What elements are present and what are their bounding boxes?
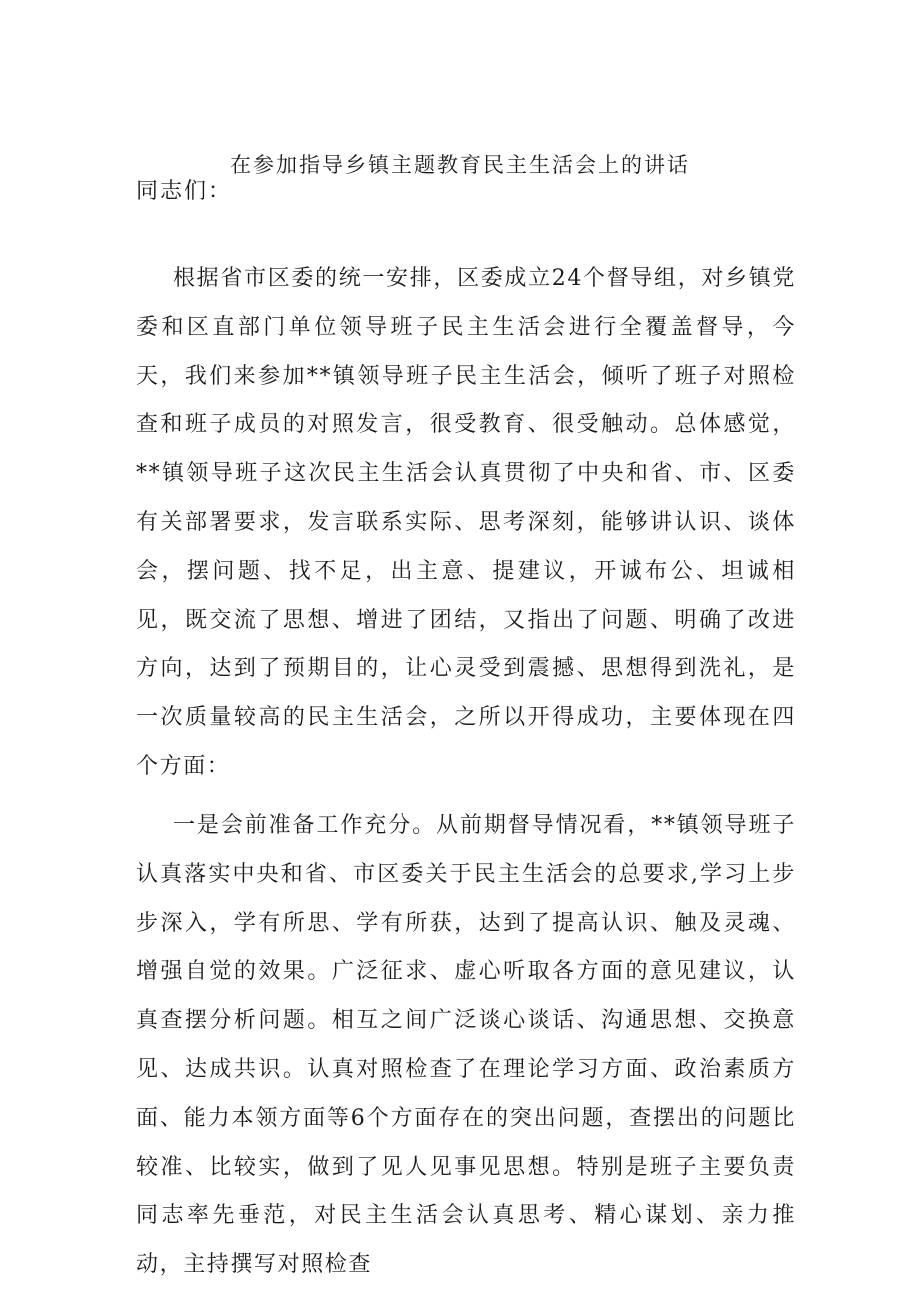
body-paragraph-2: 一是会前准备工作充分。从前期督导情况看，**镇领导班子认真落实中央和省、市区委关于民主生活会的总要求,学习上步步深入，学有所思、学有所获，达到了提高认识、触及灵魂、增强自觉的效果。广泛征求、虚心听取各方面的意见建议，认真查摆分析问题。相互之间广泛谈心谈话、沟通思想、交换意见、达成共识。认真对照检查了在理论学习方面、政治素质方面、能力本领方面等6个方面存在的突出问题，查摆出的问题比较准、比较实，做到了见人见事见思想。特别是班子主要负责同志率先垂范，对民主生活会认真思考、精心谋划、亲力推动，主持撰写对照检查 [136,813,796,1278]
body-paragraph-1: 根据省市区委的统一安排，区委成立24个督导组，对乡镇党委和区直部门单位领导班子民主生活会进行全覆盖督导，今天，我们来参加**镇领导班子民主生活会，倾听了班子对照检查和班子成员的对照发言，很受教育、很受触动。总体感觉，**镇领导班子这次民主生活会认真贯彻了中央和省、市、区委有关部署要求，发言联系实际、思考深刻，能够讲认识、谈体会，摆问题、找不足，出主意、提建议，开诚布公、坦诚相见，既交流了思想、增进了团结，又指出了问题、明确了改进方向，达到了预期目的，让心灵受到震撼、思想得到洗礼，是一次质量较高的民主生活会，之所以开得成功，主要体现在四个方面： [136,266,796,779]
salutation: 同志们： [136,179,233,204]
document-title: 在参加指导乡镇主题教育民主生活会上的讲话 [230,153,690,177]
